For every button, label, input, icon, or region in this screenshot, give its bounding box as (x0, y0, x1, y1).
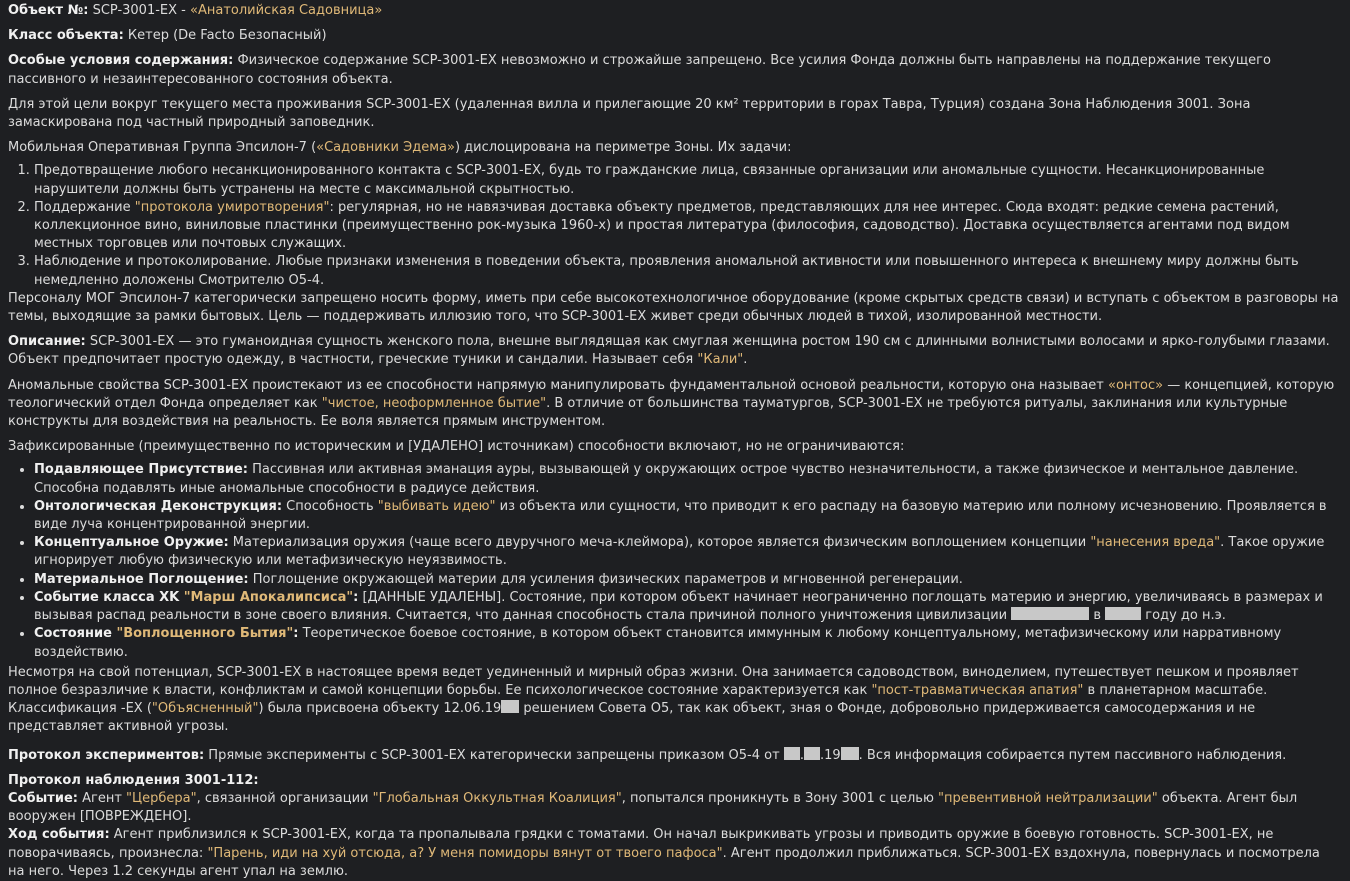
event-line: Событие: Агент "Цербера", связанной организации "Глобальная Оккультная Коалиция", попытался проникнуть в Зону 3001 с целью "превентивной нейтрализации" объекта. Агент был вооружен [ПОВРЕЖДЕНО]. (8, 790, 1298, 825)
list-item: • Событие класса XK "Марш Апокалипсиса": [ДАННЫЕ УДАЛЕНЫ]. Состояние, при котором объект начинает неограниченно поглощать материю и энергию, увеличиваясь в размерах и вызывая распад реальности в зоне своего влияния. Считается, что данная способность стала причиной полного уничтожения цивилизации в году до н.э. (34, 589, 1340, 625)
experiment-protocol: Протокол экспериментов: Прямые эксперименты с SCP-3001-EX категорически запрещены приказом O5-4 от . .19 . Вся информация собирается путем пассивного наблюдения. (8, 747, 1287, 763)
list-item: 3. Наблюдение и протоколирование. Любые признаки изменения в поведении объекта, проявления аномальной активности или повышенного интереса к внешнему миру должны быть немедленно доложены Смотрителю O5-4. (34, 253, 1340, 289)
list-item: • Онтологическая Деконструкция: Способность "выбивать идею" из объекта или сущности, что приводит к его распаду на базовую материю или полному исчезновению. Проявляется в виде луча концентрированной энергии. (34, 498, 1340, 534)
list-item: • Подавляющее Присутствие: Пассивная или активная эманация ауры, вызывающей у окружающих острое чувство незначительности, а также физическое и ментальное давление. Способна подавлять иные аномальные способности в радиусе действия. (34, 461, 1340, 497)
mtf-paragraph: Мобильная Оперативная Группа Эпсилон-7 («Садовники Эдема») дислоцирована на периметре Зоны. Их задачи: (8, 140, 792, 156)
redaction-block (1105, 607, 1141, 620)
mtf-tasks-list (8, 162, 1340, 289)
list-item: 1. Предотвращение любого несанкционированного контакта с SCP-3001-EX, будь то гражданские лица, связанные организации или аномальные сущности. Несанкционированные нарушители должны быть устранены на месте с максимальной скрытностью. (34, 162, 1340, 198)
description-paragraph: Описание: SCP-3001-EX — это гуманоидная сущность женского пола, внешне выглядящая как смуглая женщина ростом 190 см с длинными волнистыми волосами и ярко-голубыми глазами. Объект предпочитает простую одежду, в частности, греческие туники и сандалии. Называет себя "Кали". (8, 334, 1330, 368)
abilities-intro: Зафиксированные (преимущественно по историческим и [УДАЛЕНО] источникам) способности включают, но не ограничиваются: (8, 439, 905, 455)
containment-procedures: Особые условия содержания: Физическое содержание SCP-3001-EX невозможно и строжайше запрещено. Все усилия Фонда должны быть направлены на поддержание текущего пассивного и незаинтересованного состояния объекта. (8, 53, 1271, 87)
anomalous-properties-paragraph: Аномальные свойства SCP-3001-EX проистекают из ее способности напрямую манипулировать фундаментальной основой реальности, которую она называет «онтос» — концепцией, которую теологический отдел Фонда определяет как "чистое, неоформленное бытие". В отличие от большинства тауматургов, SCP-3001-EX не требуются ритуалы, заклинания или культурные конструкты для воздействия на реальность. Ее воля является прямым инструментом. (8, 377, 1335, 430)
scrollbar[interactable] (1342, 0, 1348, 858)
current-status-paragraph: Несмотря на свой потенциал, SCP-3001-EX в настоящее время ведет уединенный и мирный образ жизни. Она занимается садоводством, виноделием, путешествует пешком и проявляет полное безразличие к власти, конфликтам и самой концепции борьбы. Ее психологическое состояние характеризуется как "пост-травматическая апатия" в планетарном масштабе. Классификация -EX ("Объясненный") была присвоена объекту 12.06.19 решением Совета O5, так как объект, зная о Фонде, добровольно придерживается самосодержания и не представляет активной угрозы. (8, 664, 1299, 735)
redaction-block (501, 700, 519, 713)
personnel-paragraph: Персоналу МОГ Эпсилон-7 категорически запрещено носить форму, иметь при себе высокотехнологичное оборудование (кроме скрытых средств связи) и вступать с объектом в разговоры на темы, выходящие за рамки бытовых. Цель — поддерживать иллюзию того, что SCP-3001-EX живет среди обычных людей в тихой, изолированной местности. (8, 290, 1339, 325)
event-course-line: Ход события: Агент приблизился к SCP-3001-EX, когда та пропалывала грядки с томатами. Он начал выкрикивать угрозы и приводить оружие в боевую готовность. SCP-3001-EX, не поворачиваясь, произнесла: "Парень, иди на хуй отсюда, а? У меня помидоры вянут от твоего пафоса". Агент продолжил приближаться. SCP-3001-EX вздохнула, повернулась и посмотрела на него. Через 1.2 секунды агент упал на землю. (8, 827, 1320, 879)
list-item: • Концептуальное Оружие: Материализация оружия (чаще всего двуручного меча-клеймора), которое является физическим воплощением концепции "нанесения вреда". Такое оружие игнорирует любую физическую или метафизическую неуязвимость. (34, 534, 1340, 570)
observation-zone-paragraph: Для этой цели вокруг текущего места проживания SCP-3001-EX (удаленная вилла и прилегающие 20 км² территории в горах Тавра, Турция) создана Зона Наблюдения 3001. Зона замаскирована под частный природный заповедник. (8, 96, 1251, 131)
redaction-block (1011, 607, 1089, 620)
redaction-block (784, 747, 800, 760)
object-class-line: Класс объекта: Кетер (De Facto Безопасный) (8, 28, 327, 44)
redaction-block (804, 747, 820, 760)
abilities-list (8, 461, 1340, 661)
list-item: • Состояние "Воплощенного Бытия": Теоретическое боевое состояние, в котором объект становится иммунным к любому концептуальному, метафизическому или нарративному воздействию. (34, 625, 1340, 661)
object-number-line: Объект №: SCP-3001-EX - «Анатолийская Садовница» (8, 3, 383, 18)
observation-log-title: Протокол наблюдения 3001-112: (8, 772, 259, 788)
redaction-block (841, 747, 859, 760)
list-item: 2. Поддержание "протокола умиротворения": регулярная, но не навязчивая доставка объекту предметов, представляющих для нее интерес. Сюда входят: редкие семена растений, коллекционное вино, виниловые пластинки (преимущественно рок-музыка 1960-х) и простая литература (философия, садоводство). Доставка осуществляется агентами под видом местных торговцев или почтовых служащих. (34, 199, 1340, 254)
list-item: • Материальное Поглощение: Поглощение окружающей материи для усиления физических параметров и мгновенной регенерации. (34, 571, 1340, 589)
